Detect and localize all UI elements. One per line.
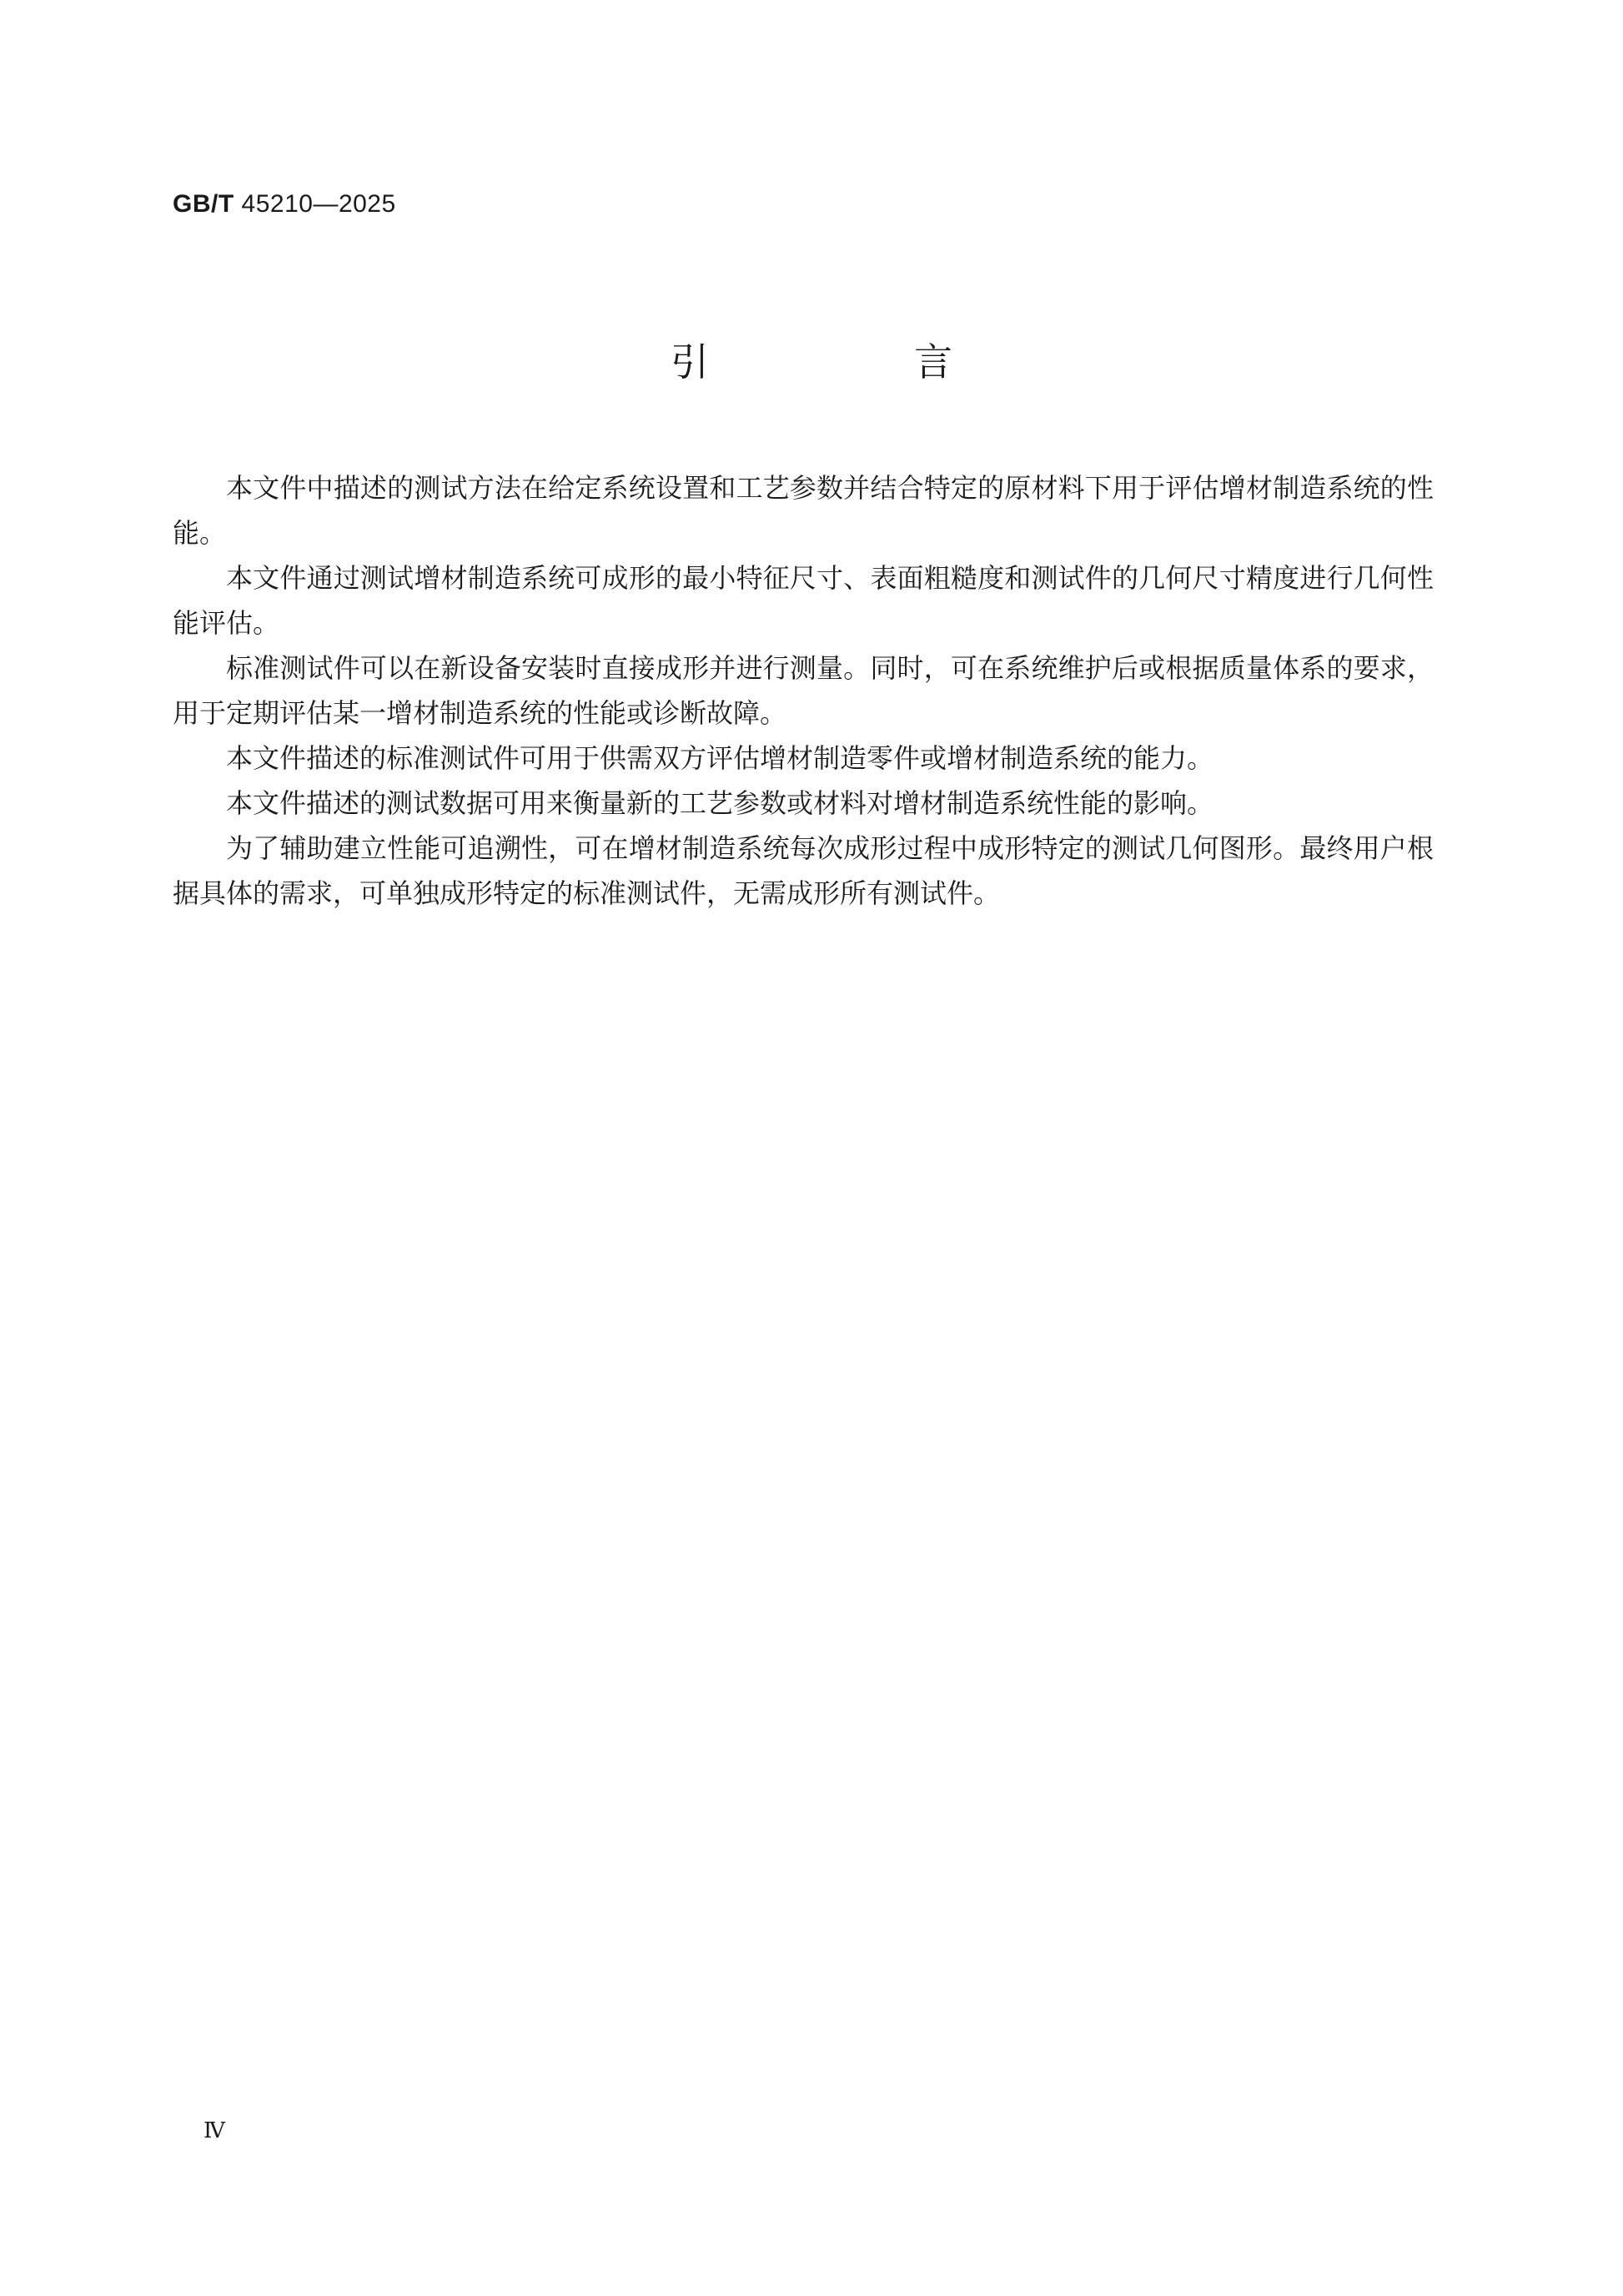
paragraph: 本文件中描述的测试方法在给定系统设置和工艺参数并结合特定的原材料下用于评估增材制造系统的性能。 [173,472,1434,549]
introduction-body [173,465,1434,916]
page-title: 引 言 [671,339,1036,384]
standard-code [173,190,396,219]
paragraph: 本文件描述的测试数据可用来衡量新的工艺参数或材料对增材制造系统性能的影响。 [226,787,1214,819]
paragraph: 本文件通过测试增材制造系统可成形的最小特征尺寸、表面粗糙度和测试件的几何尺寸精度进行几何性能评估。 [173,562,1434,639]
paragraph: 为了辅助建立性能可追溯性，可在增材制造系统每次成形过程中成形特定的测试几何图形。最终用户根据具体的需求，可单独成形特定的标准测试件，无需成形所有测试件。 [173,832,1434,909]
paragraph: 本文件描述的标准测试件可用于供需双方评估增材制造零件或增材制造系统的能力。 [226,742,1214,774]
standard-prefix: GB/T [173,190,234,218]
standard-number: 45210—2025 [241,190,396,218]
page-number: Ⅳ [204,2118,225,2143]
paragraph: 标准测试件可以在新设备安装时直接成形并进行测量。同时，可在系统维护后或根据质量体系的要求，用于定期评估某一增材制造系统的性能或诊断故障。 [173,652,1434,729]
